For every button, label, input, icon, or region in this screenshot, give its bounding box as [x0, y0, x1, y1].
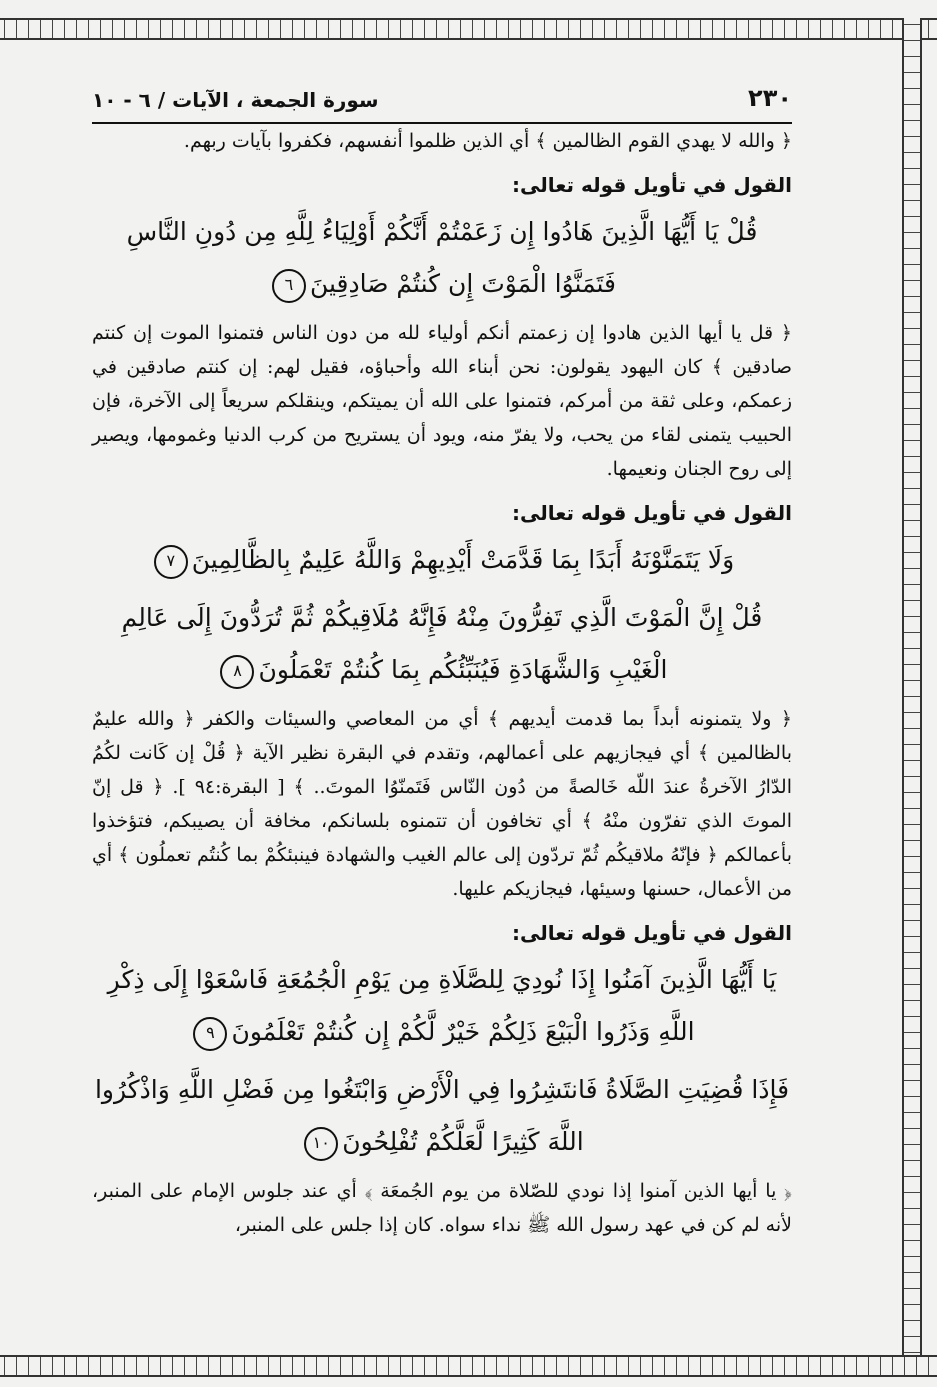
ayah-number-marker: ٦ [272, 269, 306, 303]
quran-verse [92, 592, 792, 696]
section-heading: القول في تأويل قوله تعالى: [512, 501, 792, 525]
section-heading: القول في تأويل قوله تعالى: [512, 173, 792, 197]
ayah-number-marker: ٧ [154, 545, 188, 579]
commentary-paragraph: ﴿ والله لا يهدي القوم الظالمين ﴾ أي الذين ظلموا أنفسهم، فكفروا بآيات ربهم. [183, 130, 792, 152]
verse-text: يَا أَيُّهَا الَّذِينَ آمَنُوا إِذَا نُودِيَ لِلصَّلَاةِ مِن يَوْمِ الْجُمُعَةِ فَاسْعَوْا إِلَى ذِكْرِ اللَّهِ وَذَرُوا الْبَيْعَ ذَلِكُمْ خَيْرٌ لَّكُمْ إِن كُنتُمْ تَعْلَمُونَ [107, 965, 777, 1046]
decorative-border-right [902, 18, 922, 1377]
quran-verse [92, 534, 792, 586]
verse-text: قُلْ يَا أَيُّهَا الَّذِينَ هَادُوا إِن زَعَمْتُمْ أَنَّكُمْ أَوْلِيَاءُ لِلَّهِ مِن دُونِ النَّاسِ فَتَمَنَّوُا الْمَوْتَ إِن كُنتُمْ صَادِقِينَ [126, 217, 758, 298]
running-title: سورة الجمعة ، الآيات / ٦ - ١٠ [92, 88, 379, 112]
ayah-number-marker: ١٠ [304, 1127, 338, 1161]
section-heading: القول في تأويل قوله تعالى: [512, 921, 792, 945]
ayah-number-marker: ٨ [220, 655, 254, 689]
verse-text: وَلَا يَتَمَنَّوْنَهُ أَبَدًا بِمَا قَدَّمَتْ أَيْدِيهِمْ وَاللَّهُ عَلِيمٌ بِالظَّالِمِينَ [191, 545, 735, 574]
book-page [92, 78, 792, 1242]
decorative-border-bottom [0, 1355, 937, 1377]
commentary-paragraph: ﴿ قل يا أيها الذين هادوا إن زعمتم أنكم أولياء لله من دون الناس فتمنوا الموت إن كنتم صادقين ﴾ كان اليهود يقولون: نحن أبناء الله وأحباؤه، فقيل لهم: إن كنتم صادقين في زعمكم، وعلى ثقة من أمركم، فتمنوا على الله أن يميتكم، وينقلكم سريعاً إلى الآخرة، فإن الحبيب يتمنى لقاء من يحب، ولا يفرّ منه، ويود أن يستريح من كرب الدنيا وغمومها، ويصير إلى روح الجنان ونعيمها. [92, 322, 792, 480]
commentary-paragraph: ﴿ ولا يتمنونه أبداً بما قدمت أيديهم ﴾ أي من المعاصي والسيئات والكفر ﴿ والله عليمٌ بالظالمين ﴾ أي فيجازيهم على أعمالهم، وتقدم في البقرة نظير الآية ﴿ قُلْ إن كَانت لكُمُ الدّارُ الآخرةُ عندَ اللّه خَالصةً من دُون النّاس فَتَمنّوُا الموتَ.. ﴾ [ البقرة:٩٤ ]. ﴿ قل إنّ الموتَ الذي تفرّون منْهُ ﴾ أي تخافون أن تتمنوه بلسانكم، مخافة أن يصيبكم، فتؤخذوا بأعمالكم ﴿ فإنّهُ ملاقيكُم ثُمّ تردّون إلى عالم الغيب والشهادة فينبئكُمْ بما كُنتُم تعملُون ﴾ أي من الأعمال، حسنها وسيئها، فيجازيكم عليها. [92, 708, 792, 900]
ayah-number-marker: ٩ [193, 1017, 227, 1051]
quran-verse [92, 954, 792, 1058]
commentary-paragraph: ﴿ يا أيها الذين آمنوا إذا نودي للصّلاة من يوم الجُمعَة ﴾ أي عند جلوس الإمام على المنبر، لأنه لم كن في عهد رسول الله ﷺ نداء سواه. كان إذا جلس على المنبر، [92, 1180, 792, 1236]
page-header [92, 78, 792, 124]
decorative-border-top [0, 18, 937, 40]
page-number: ٢٣٠ [748, 84, 792, 112]
verse-text: قُلْ إِنَّ الْمَوْتَ الَّذِي تَفِرُّونَ مِنْهُ فَإِنَّهُ مُلَاقِيكُمْ ثُمَّ تُرَدُّونَ إِلَى عَالِمِ الْغَيْبِ وَالشَّهَادَةِ فَيُنَبِّئُكُم بِمَا كُنتُمْ تَعْمَلُونَ [121, 603, 763, 684]
page-content [92, 124, 792, 1242]
verse-text: فَإِذَا قُضِيَتِ الصَّلَاةُ فَانتَشِرُوا فِي الْأَرْضِ وَابْتَغُوا مِن فَضْلِ اللَّهِ وَاذْكُرُوا اللَّهَ كَثِيرًا لَّعَلَّكُمْ تُفْلِحُونَ [94, 1075, 790, 1156]
quran-verse [92, 1064, 792, 1168]
quran-verse [92, 206, 792, 310]
